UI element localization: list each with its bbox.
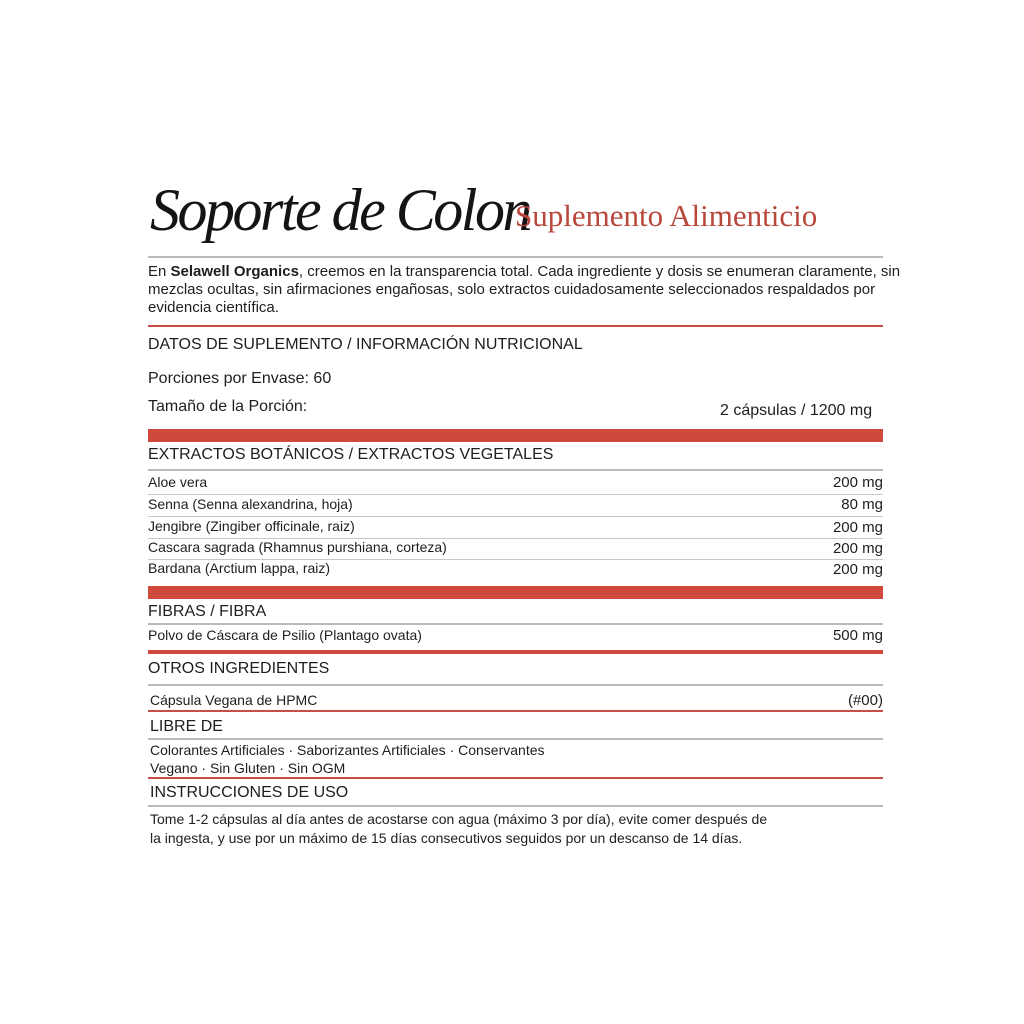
free-of-heading: LIBRE DE xyxy=(150,718,223,735)
ingredient-name: Cápsula Vegana de HPMC xyxy=(150,692,318,708)
ingredient-name: Senna (Senna alexandrina, hoja) xyxy=(148,496,353,512)
brand-name: Selawell Organics xyxy=(170,263,299,280)
row-divider xyxy=(148,494,883,495)
ingredient-name: Polvo de Cáscara de Psilio (Plantago ovata) xyxy=(148,627,422,643)
product-title: Soporte de Colon xyxy=(150,177,530,243)
ingredient-name: Cascara sagrada (Rhamnus purshiana, corteza) xyxy=(148,539,447,555)
instructions-line-1: Tome 1-2 cápsulas al día antes de acostarse con agua (máximo 3 por día), evite comer después de xyxy=(150,811,768,827)
product-subtitle: Suplemento Alimenticio xyxy=(515,198,818,233)
ingredient-amount: 200 mg xyxy=(832,540,883,557)
title-divider xyxy=(148,256,883,258)
instructions-line-2: la ingesta, y use por un máximo de 15 días consecutivos seguidos por un descanso de 14 días. xyxy=(150,830,743,846)
serving-size-label: Tamaño de la Porción: xyxy=(148,398,308,415)
facts-heading: DATOS DE SUPLEMENTO / INFORMACIÓN NUTRICIONAL xyxy=(148,336,583,353)
free-of-heading-divider xyxy=(148,738,883,740)
botanicals-heading-divider xyxy=(148,469,883,471)
fibers-heading: FIBRAS / FIBRA xyxy=(148,603,267,620)
ingredient-amount: 200 mg xyxy=(832,519,883,536)
other-divider xyxy=(148,710,883,712)
ingredient-name: Bardana (Arctium lappa, raiz) xyxy=(148,560,331,576)
instructions-heading-divider xyxy=(148,805,883,807)
ingredient-name: Jengibre (Zingiber officinale, raiz) xyxy=(148,518,355,534)
ingredient-amount: 80 mg xyxy=(841,496,883,513)
section-bar xyxy=(148,586,883,599)
ingredient-name: Aloe vera xyxy=(148,474,208,490)
fibers-heading-divider xyxy=(148,623,883,625)
free-of-divider xyxy=(148,777,883,779)
intro-paragraph xyxy=(148,263,908,317)
ingredient-amount: (#00) xyxy=(847,692,883,709)
ingredient-amount: 200 mg xyxy=(832,561,883,578)
instructions-heading: INSTRUCCIONES DE USO xyxy=(150,784,349,801)
serving-size-value: 2 cápsulas / 1200 mg xyxy=(720,402,873,419)
other-heading-divider xyxy=(148,684,883,686)
row-divider xyxy=(148,516,883,517)
intro-prefix: En xyxy=(148,263,171,280)
servings-per-container: Porciones por Envase: 60 xyxy=(148,370,332,387)
intro-divider xyxy=(148,325,883,327)
free-of-line-2: Vegano · Sin Gluten · Sin OGM xyxy=(150,760,346,776)
ingredient-amount: 200 mg xyxy=(832,474,883,491)
section-bar xyxy=(148,650,883,654)
botanicals-heading: EXTRACTOS BOTÁNICOS / EXTRACTOS VEGETALES xyxy=(148,446,554,463)
section-bar xyxy=(148,429,883,442)
ingredient-amount: 500 mg xyxy=(832,627,883,644)
intro-text: , creemos en la transparencia total. Cada ingrediente y dosis se enumeran claramente, sin mezclas ocultas, sin afirmaciones engañosas, solo extractos cuidadosamente seleccionados respaldados por evidencia científica. xyxy=(148,263,901,316)
other-heading: OTROS INGREDIENTES xyxy=(148,660,330,677)
free-of-line-1: Colorantes Artificiales · Saborizantes Artificiales · Conservantes xyxy=(150,742,545,758)
